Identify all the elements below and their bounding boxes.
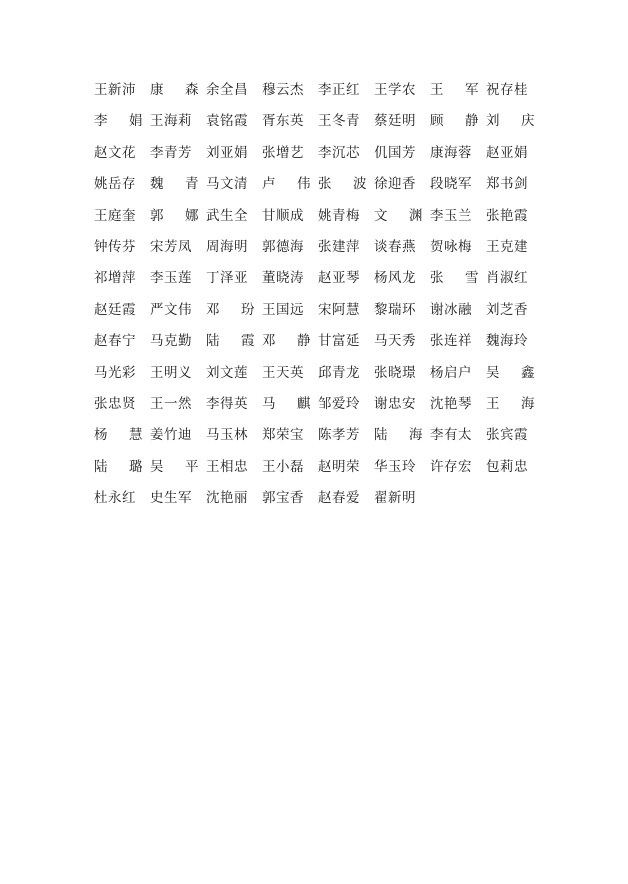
name-entry: 张建萍 bbox=[318, 238, 360, 255]
name-entry: 李 娟 bbox=[94, 113, 143, 130]
name-entry: 魏海玲 bbox=[486, 333, 528, 350]
name-entry: 赵春爱 bbox=[318, 490, 360, 507]
name-entry: 邓 静 bbox=[262, 333, 311, 350]
name-entry: 张 雪 bbox=[430, 270, 479, 287]
name-entry: 段晓军 bbox=[430, 176, 472, 193]
name-entry: 王 海 bbox=[486, 395, 535, 412]
name-entry: 李玉兰 bbox=[430, 207, 472, 224]
name-entry: 王国远 bbox=[262, 301, 304, 318]
name-entry: 黎瑞环 bbox=[374, 301, 416, 318]
name-entry: 卢 伟 bbox=[262, 176, 311, 193]
name-entry: 邱青龙 bbox=[318, 364, 360, 381]
name-entry: 吴 鑫 bbox=[486, 364, 535, 381]
name-entry: 马天秀 bbox=[374, 333, 416, 350]
name-entry: 魏 青 bbox=[150, 176, 199, 193]
name-entry: 王冬青 bbox=[318, 113, 360, 130]
name-entry: 王 军 bbox=[430, 82, 479, 98]
name-entry: 马 麒 bbox=[262, 395, 311, 412]
name-entry: 谢忠安 bbox=[374, 395, 416, 412]
name-entry: 谈春燕 bbox=[374, 238, 416, 255]
name-entry: 王克建 bbox=[486, 238, 528, 255]
name-entry: 郭宝香 bbox=[262, 490, 304, 507]
name-entry: 祝存桂 bbox=[486, 82, 528, 98]
name-entry: 姚青梅 bbox=[318, 207, 360, 224]
name-entry: 马玉林 bbox=[206, 427, 248, 444]
name-entry: 陆 璐 bbox=[94, 458, 143, 475]
name-entry: 马克勤 bbox=[150, 333, 192, 350]
name-entry: 祁增萍 bbox=[94, 270, 136, 287]
name-entry: 张宾霞 bbox=[486, 427, 528, 444]
name-entry: 胥东英 bbox=[262, 113, 304, 130]
name-entry: 杜永红 bbox=[94, 490, 136, 507]
name-entry: 陆 海 bbox=[374, 427, 423, 444]
name-entry: 文 渊 bbox=[374, 207, 423, 224]
name-entry: 赵文花 bbox=[94, 144, 136, 161]
name-entry: 陈孝芳 bbox=[318, 427, 360, 444]
name-entry: 马文清 bbox=[206, 176, 248, 193]
name-entry: 袁铭霞 bbox=[206, 113, 248, 130]
name-entry: 甘富延 bbox=[318, 333, 360, 350]
name-entry: 丁泽亚 bbox=[206, 270, 248, 287]
name-entry: 吴 平 bbox=[150, 458, 199, 475]
name-entry: 翟新明 bbox=[374, 490, 416, 507]
name-entry: 仉国芳 bbox=[374, 144, 416, 161]
name-entry: 郑书剑 bbox=[486, 176, 528, 193]
name-entry: 谢冰融 bbox=[430, 301, 472, 318]
name-entry: 武生全 bbox=[206, 207, 248, 224]
name-entry: 赵明荣 bbox=[318, 458, 360, 475]
name-entry: 包莉忠 bbox=[486, 458, 528, 475]
name-entry: 刘文莲 bbox=[206, 364, 248, 381]
name-entry: 王明义 bbox=[150, 364, 192, 381]
name-entry: 宋阿慧 bbox=[318, 301, 360, 318]
name-entry: 张 波 bbox=[318, 176, 367, 193]
name-entry: 张艳霞 bbox=[486, 207, 528, 224]
name-entry: 王天英 bbox=[262, 364, 304, 381]
name-entry: 邹爱玲 bbox=[318, 395, 360, 412]
name-entry: 钟传芬 bbox=[94, 238, 136, 255]
name-entry: 张增艺 bbox=[262, 144, 304, 161]
name-entry: 李有太 bbox=[430, 427, 472, 444]
name-entry: 李沉芯 bbox=[318, 144, 360, 161]
name-entry: 李青芳 bbox=[150, 144, 192, 161]
name-entry: 华玉玲 bbox=[374, 458, 416, 475]
name-entry: 王小磊 bbox=[262, 458, 304, 475]
name-entry: 杨风龙 bbox=[374, 270, 416, 287]
name-entry: 刘芝香 bbox=[486, 301, 528, 318]
name-entry: 王庭奎 bbox=[94, 207, 136, 224]
name-entry: 陆 霞 bbox=[206, 333, 255, 350]
name-entry: 马光彩 bbox=[94, 364, 136, 381]
name-entry: 姜竹迪 bbox=[150, 427, 192, 444]
name-entry: 郑荣宝 bbox=[262, 427, 304, 444]
name-entry: 王新沛 bbox=[94, 82, 136, 98]
name-list bbox=[94, 78, 554, 517]
name-entry: 余全昌 bbox=[206, 82, 248, 98]
name-entry: 康 森 bbox=[150, 82, 199, 98]
name-entry: 王学农 bbox=[374, 82, 416, 98]
name-entry: 郭 娜 bbox=[150, 207, 199, 224]
name-entry: 许存宏 bbox=[430, 458, 472, 475]
name-entry: 顾 静 bbox=[430, 113, 479, 130]
name-entry: 姚岳存 bbox=[94, 176, 136, 193]
name-entry: 康海蓉 bbox=[430, 144, 472, 161]
name-entry: 李正红 bbox=[318, 82, 360, 98]
name-entry: 董晓涛 bbox=[262, 270, 304, 287]
name-entry: 赵廷霞 bbox=[94, 301, 136, 318]
name-entry: 宋芳凤 bbox=[150, 238, 192, 255]
name-entry: 沈艳琴 bbox=[430, 395, 472, 412]
name-entry: 沈艳丽 bbox=[206, 490, 248, 507]
name-entry: 徐迎香 bbox=[374, 176, 416, 193]
name-entry: 王海莉 bbox=[150, 113, 192, 130]
name-entry: 周海明 bbox=[206, 238, 248, 255]
name-entry: 赵春宁 bbox=[94, 333, 136, 350]
name-entry: 蔡廷明 bbox=[374, 113, 416, 130]
name-entry: 张忠贤 bbox=[94, 395, 136, 412]
name-entry: 赵亚琴 bbox=[318, 270, 360, 287]
name-entry: 李得英 bbox=[206, 395, 248, 412]
name-entry: 穆云杰 bbox=[262, 82, 304, 98]
name-entry: 郭德海 bbox=[262, 238, 304, 255]
name-entry: 史生军 bbox=[150, 490, 192, 507]
name-entry: 杨 慧 bbox=[94, 427, 143, 444]
name-entry: 张晓璟 bbox=[374, 364, 416, 381]
name-entry: 刘 庆 bbox=[486, 113, 535, 130]
name-entry: 刘亚娟 bbox=[206, 144, 248, 161]
name-entry: 邓 玢 bbox=[206, 301, 255, 318]
name-entry: 肖淑红 bbox=[486, 270, 528, 287]
name-entry: 杨启户 bbox=[430, 364, 472, 381]
name-entry: 严文伟 bbox=[150, 301, 192, 318]
name-entry: 王一然 bbox=[150, 395, 192, 412]
name-entry: 赵亚娟 bbox=[486, 144, 528, 161]
name-entry: 贺咏梅 bbox=[430, 238, 472, 255]
name-entry: 张连祥 bbox=[430, 333, 472, 350]
name-entry: 王相忠 bbox=[206, 458, 248, 475]
name-entry: 甘顺成 bbox=[262, 207, 304, 224]
name-entry: 李玉莲 bbox=[150, 270, 192, 287]
